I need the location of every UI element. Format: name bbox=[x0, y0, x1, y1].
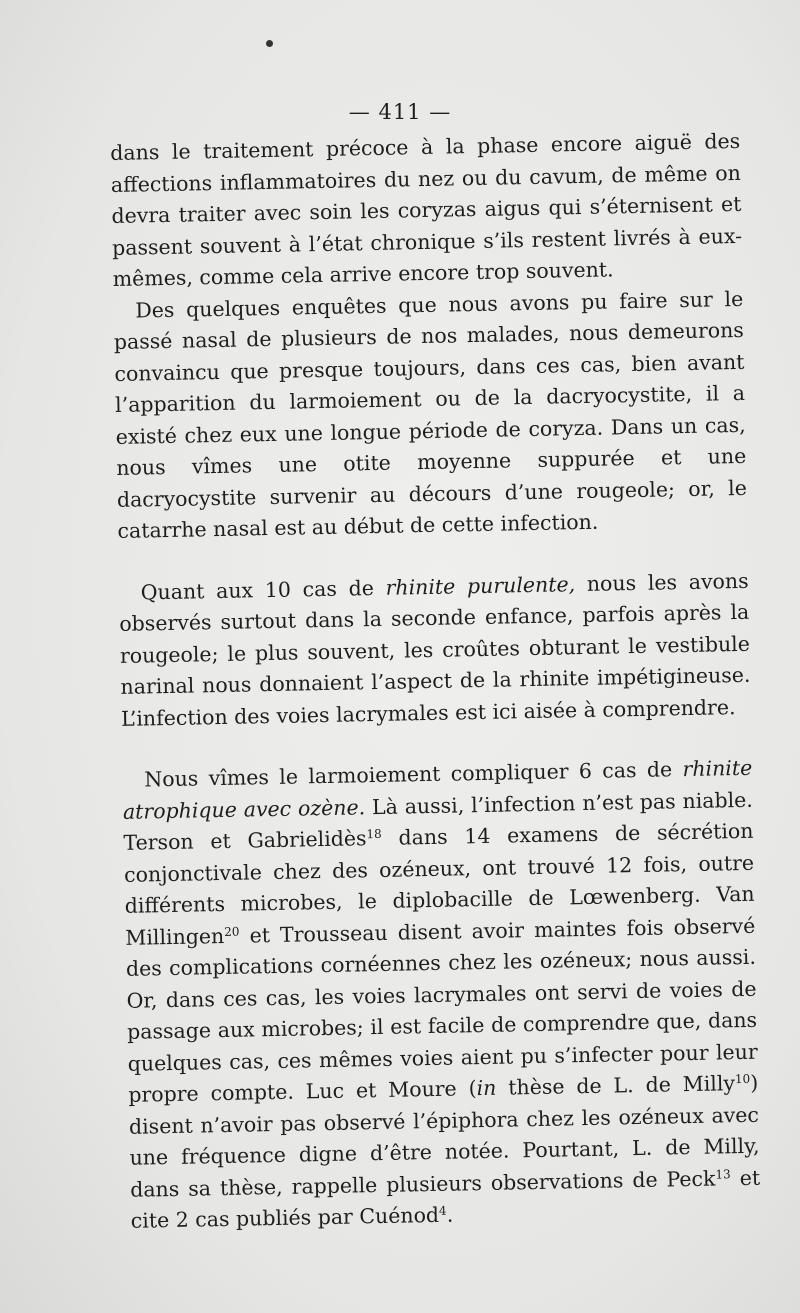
page-number: — 411 — bbox=[348, 100, 452, 124]
text-run: Là aussi, l’infection n’est pas niable. Terson et Gabrielidès bbox=[123, 787, 754, 855]
text-run: dans 14 examens de sécrétion conjonctivale chez des ozéneux, ont trouvé 12 fois, outre différents microbes, le diplobacille de Lœwenberg. Van Millingen bbox=[123, 818, 755, 950]
reference-number: 18 bbox=[366, 826, 382, 842]
text-run: Nous vîmes le larmoiement compliquer 6 cas de bbox=[144, 757, 683, 792]
text-run: thèse de L. de Milly bbox=[496, 1071, 736, 1100]
body-text bbox=[110, 126, 761, 1237]
paragraph bbox=[110, 126, 743, 296]
text-run: et cite 2 cas publiés par Cuénod bbox=[130, 1165, 761, 1233]
text-run: Quant aux 10 cas de bbox=[140, 575, 386, 604]
reference-number: 20 bbox=[224, 924, 240, 939]
reference-number: 13 bbox=[715, 1166, 731, 1182]
reference-number: 10 bbox=[734, 1071, 751, 1087]
text-run: dans le traitement précoce à la phase encore aiguë des affections inflammatoires du nez ou du cavum, de même on devra traiter avec soin les coryzas aigus qui s’éternisent et passent souvent à l’état chronique s’ils restent livrés à eux-mêmes, comme cela arrive encore trop souvent. bbox=[110, 128, 743, 291]
paragraph bbox=[122, 753, 761, 1238]
ink-speck bbox=[266, 40, 273, 47]
italic-text: rhinite atrophique avec ozène. bbox=[122, 755, 753, 824]
italic-text: in bbox=[476, 1075, 497, 1101]
text-run: nous les avons observés surtout dans la seconde enfance, parfois après la rougeole; le plus souvent, les croûtes obturant le vestibule narinal nous donnaient l’aspect de la rhinite impétigineuse. L’infection des voies lacrymales est ici aisée à comprendre. bbox=[119, 568, 751, 731]
reference-number: 4 bbox=[438, 1203, 447, 1218]
paragraph bbox=[113, 283, 748, 547]
text-run: Des quelques enquêtes que nous avons pu faire sur le passé nasal de plusieurs de nos malades, nous demeurons convaincu que presque toujours, dans ces cas, bien avant l’apparition du larmoiement ou de la dacryocystite, il a existé chez eux une longue période de coryza. Dans un cas, nous vîmes une otite moyenne suppurée et une dacryocystite survenir au décours d’une rougeole; or, le catarrhe nasal est au début de cette infection. bbox=[113, 286, 748, 543]
italic-text: rhinite purulente, bbox=[385, 571, 576, 600]
text-run: . bbox=[446, 1202, 454, 1227]
text-run: ) disent n’avoir pas observé l’épiphora chez les ozéneux avec une fréquence digne d’être notée. Pourtant, L. de Milly, dans sa thèse, rappelle plusieurs observations de Peck bbox=[128, 1070, 760, 1202]
text-run: et Trousseau disent avoir maintes fois observé des complications cornéennes chez les ozéneux; nous aussi. Or, dans ces cas, les voies lacrymales ont servi de voies de passage aux microbes; il est facile de comprendre que, dans quelques cas, ces mêmes voies aient pu s’infecter pour leur propre compte. Luc et Moure ( bbox=[125, 913, 758, 1107]
paragraph bbox=[118, 565, 751, 735]
